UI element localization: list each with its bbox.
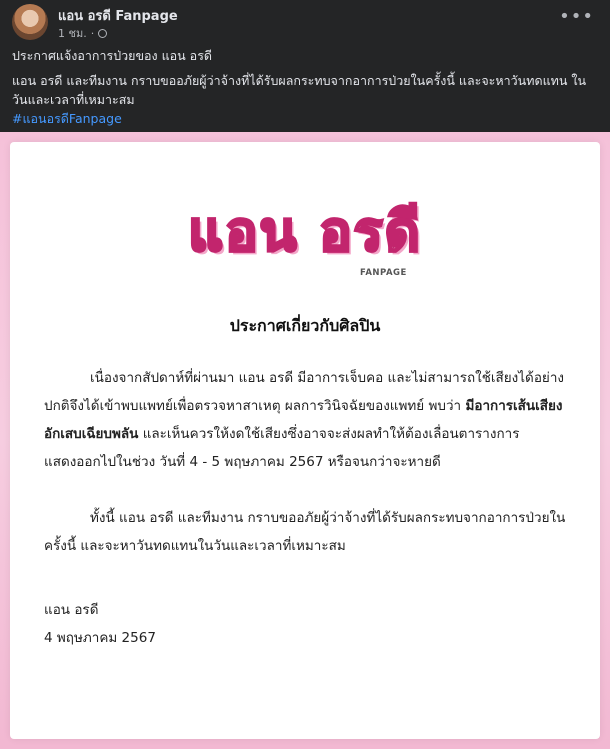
separator-dot: · xyxy=(90,26,95,40)
page-name[interactable]: แอน อรดี Fanpage xyxy=(58,9,178,24)
post-meta xyxy=(58,24,107,42)
post-header xyxy=(0,0,610,132)
hashtag-link[interactable]: #แอนอรดีFanpage xyxy=(12,111,122,126)
paragraph-2-text: ทั้งนี้ แอน อรดี และทีมงาน กราบขออภัยผู้ว่าจ้างที่ได้รับผลกระทบจากอาการป่วยในครั้งนี้ และจะหาวันทดแทนในวันและเวลาที่เหมาะสม xyxy=(44,510,566,554)
globe-icon xyxy=(98,29,107,38)
signature-name: แอน อรดี xyxy=(44,602,99,618)
diagnosis-bold: มีอาการเส้นเสียงอักเสบเฉียบพลัน xyxy=(44,398,563,442)
logo xyxy=(10,202,600,262)
post-headline: ประกาศแจ้งอาการป่วยของ แอน อรดี xyxy=(12,48,213,63)
announcement-paragraph-2 xyxy=(44,504,574,560)
post-time[interactable]: 1 ชม. xyxy=(58,27,87,40)
logo-subtitle: FANPAGE xyxy=(360,268,407,278)
announcement-card xyxy=(10,142,600,739)
signature-block xyxy=(44,596,156,652)
signature-date: 4 พฤษภาคม 2567 xyxy=(44,630,156,646)
post-text xyxy=(12,46,598,128)
post-image[interactable] xyxy=(0,132,610,749)
more-options-icon[interactable]: ••• xyxy=(559,6,594,27)
announcement-title: ประกาศเกี่ยวกับศิลปิน xyxy=(229,316,381,335)
announcement-paragraph-1 xyxy=(44,364,574,476)
post-body: แอน อรดี และทีมงาน กราบขออภัยผู้ว่าจ้างที่ได้รับผลกระทบจากอาการป่วยในครั้งนี้ และจะหาวันทดแทน ในวันและเวลาที่เหมาะสม xyxy=(12,73,587,107)
paragraph-1-end: และเห็นควรให้งดใช้เสียงซึ่งอาจจะส่งผลทำให้ต้องเลื่อนตารางการแสดงออกไปในช่วง วันที่ 4 - 5 พฤษภาคม 2567 หรือจนกว่าจะหายดี xyxy=(44,426,520,470)
paragraph-1-start: เนื่องจากสัปดาห์ที่ผ่านมา แอน อรดี มีอาการเจ็บคอ และไม่สามารถใช้เสียงได้อย่างปกติจึงได้เข้าพบแพทย์เพื่อตรวจหาสาเหตุ ผลการวินิจฉัยของแพทย์ พบว่า xyxy=(44,370,565,414)
avatar[interactable] xyxy=(12,4,48,40)
logo-text: แอน อรดี xyxy=(188,200,422,263)
